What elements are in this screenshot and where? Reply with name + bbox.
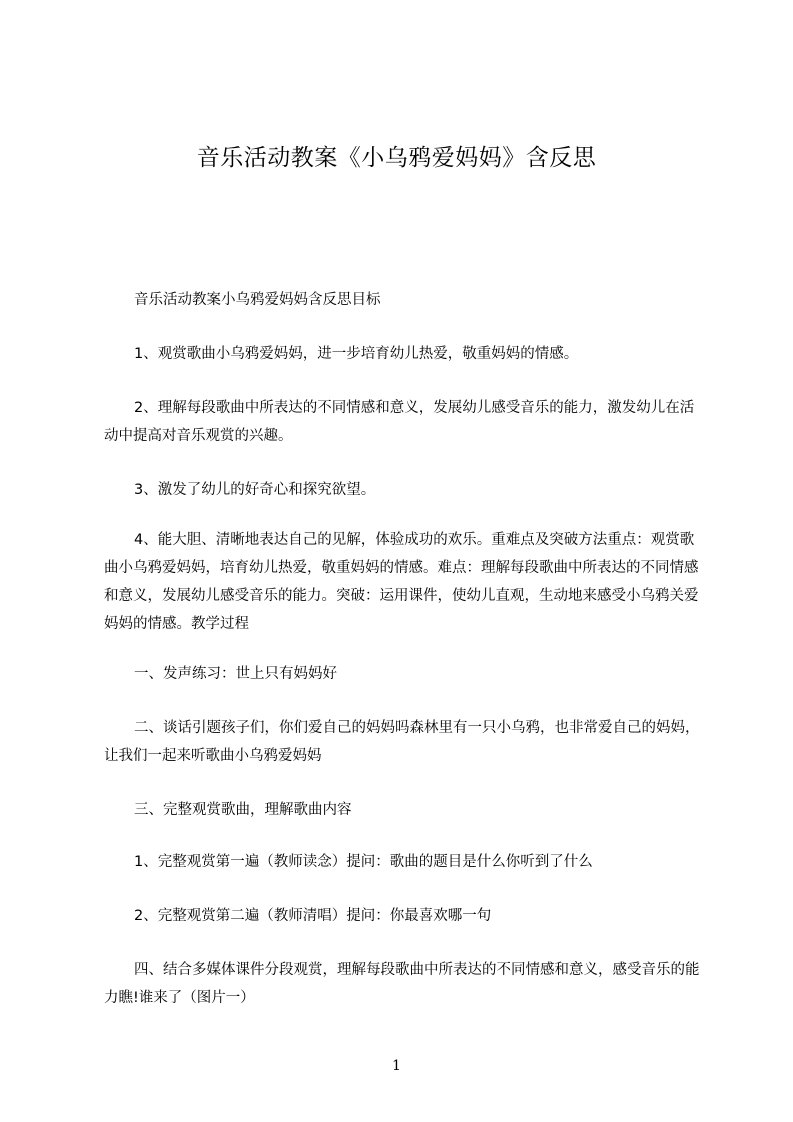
- paragraph-goal-1: 1、观赏歌曲小乌鸦爱妈妈，进一步培育幼儿热爱，敬重妈妈的情感。: [134, 346, 579, 362]
- paragraph-step-4: 四、结合多媒体课件分段观赏，理解每段歌曲中所表达的不同情感和意义，感受音乐的能力瞧!谁来了（图片一）: [104, 962, 700, 1006]
- paragraph-step-3-1: 1、完整观赏第一遍（教师读念）提问：歌曲的题目是什么你听到了什么: [134, 854, 593, 870]
- paragraph-goal-4: 4、能大胆、清晰地表达自己的见解，体验成功的欢乐。重难点及突破方法重点：观赏歌曲小乌鸦爱妈妈，培育幼儿热爱，敬重妈妈的情感。难点：理解每段歌曲中所表达的不同情感和意义，发展幼儿感受音乐的能力。突破：运用课件，使幼儿直观，生动地来感受小乌鸦关爱妈妈的情感。教学过程: [104, 532, 699, 632]
- paragraph-goal-heading: 音乐活动教案小乌鸦爱妈妈含反思目标: [134, 292, 381, 308]
- paragraph-step-1: 一、发声练习：世上只有妈妈好: [134, 666, 337, 682]
- paragraph-goal-3: 3、激发了幼儿的好奇心和探究欲望。: [134, 482, 376, 498]
- paragraph-step-2: 二、谈话引题孩子们，你们爱自己的妈妈吗森林里有一只小乌鸦，也非常爱自己的妈妈，让我们一起来听歌曲小乌鸦爱妈妈: [104, 720, 700, 764]
- paragraph-step-3: 三、完整观赏歌曲，理解歌曲内容: [134, 802, 352, 818]
- paragraph-goal-2: 2、理解每段歌曲中所表达的不同情感和意义，发展幼儿感受音乐的能力，激发幼儿在活动中提高对音乐观赏的兴趣。: [104, 400, 695, 444]
- paragraph-step-3-2: 2、完整观赏第二遍（教师清唱）提问：你最喜欢哪一句: [134, 908, 492, 924]
- page-number: 1: [392, 1058, 401, 1074]
- document-title: 音乐活动教案《小乌鸦爱妈妈》含反思: [196, 145, 597, 171]
